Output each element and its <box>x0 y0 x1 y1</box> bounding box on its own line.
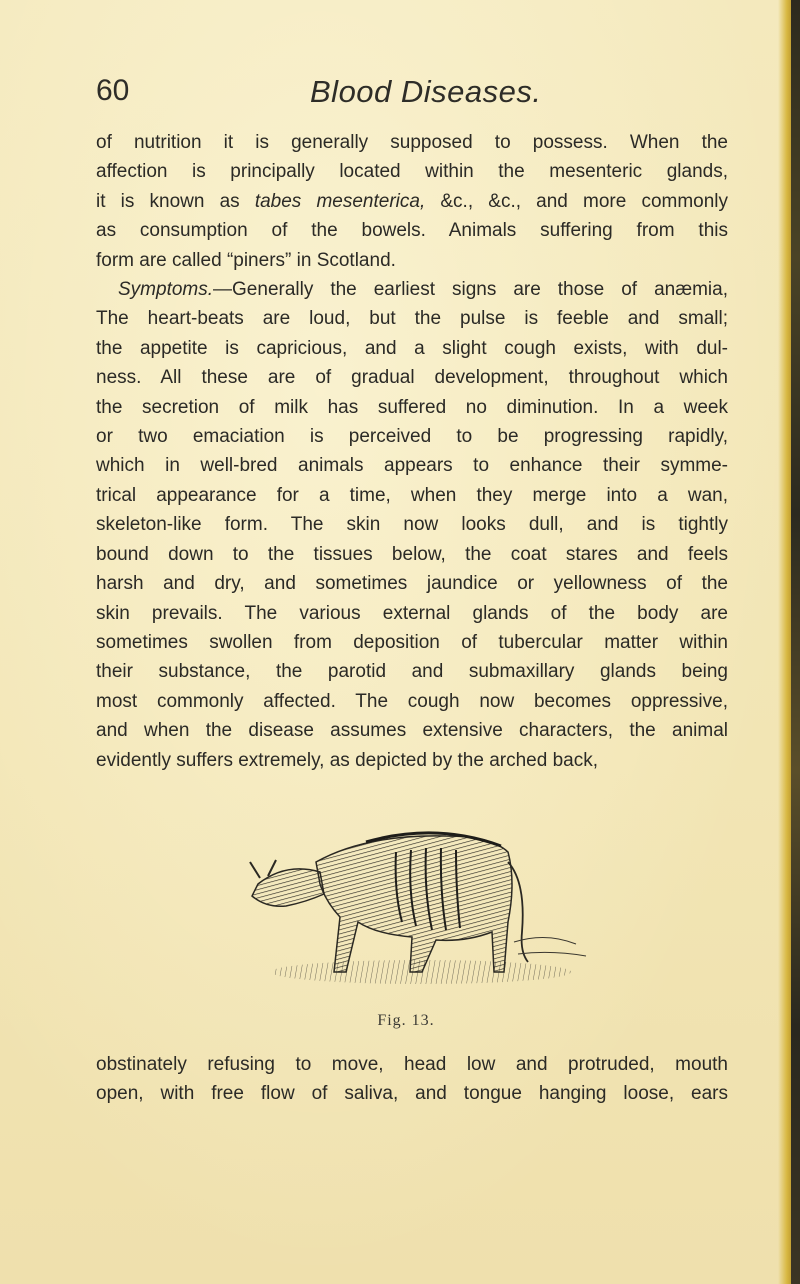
latin-term: tabes mesenterica, <box>254 190 426 212</box>
text-line-tabes <box>96 187 728 216</box>
body-text <box>96 128 728 775</box>
tabes-prefix: it is known as <box>96 190 255 212</box>
section-heading-symptoms: Symptoms. <box>118 279 214 301</box>
text-line: of nutrition it is generally supposed to possess. When the <box>96 132 728 153</box>
page-edge-shadow <box>791 0 800 1284</box>
text-line: sometimes swollen from deposition of tubercular matter within <box>96 631 728 653</box>
text-line: which in well-bred animals appears to enhance their symme- <box>96 455 728 477</box>
tabes-suffix: &c., &c., and more commonly <box>425 190 729 212</box>
page-title: Blood Diseases. <box>310 74 542 109</box>
cow-engraving-figure <box>246 822 596 1002</box>
text-line: the appetite is capricious, and a slight cough exists, with dul- <box>96 337 728 359</box>
text-line: obstinately refusing to move, head low and protruded, mouth <box>96 1054 728 1075</box>
text-line: ness. All these are of gradual development, throughout which <box>96 367 728 389</box>
text-line: open, with free flow of saliva, and tongue hanging loose, ears <box>96 1083 728 1105</box>
text-line: bound down to the tissues below, the coat stares and feels <box>96 543 728 565</box>
text-line: and when the disease assumes extensive characters, the animal <box>96 720 728 742</box>
text-line: skin prevails. The various external glands of the body are <box>96 602 728 624</box>
body-text-continued <box>96 1050 728 1109</box>
text-line: form are called “piners” in Scotland. <box>96 249 396 271</box>
text-line: most commonly affected. The cough now becomes oppressive, <box>96 690 728 712</box>
text-line: their substance, the parotid and submaxillary glands being <box>96 661 728 683</box>
text-line: The heart-beats are loud, but the pulse is feeble and small; <box>96 308 728 330</box>
text-line: trical appearance for a time, when they merge into a wan, <box>96 484 728 506</box>
figure-caption: Fig. 13. <box>377 1012 435 1029</box>
page-number: 60 <box>96 74 130 107</box>
symptoms-line <box>96 275 728 304</box>
symptoms-first-line: —Generally the earliest signs are those of anæmia, <box>213 279 728 301</box>
text-line: affection is principally located within the mesenteric glands, <box>96 161 728 183</box>
text-line: as consumption of the bowels. Animals suffering from this <box>96 220 728 242</box>
text-line: the secretion of milk has suffered no diminution. In a week <box>96 396 728 418</box>
text-line: skeleton-like form. The skin now looks dull, and is tightly <box>96 514 728 536</box>
running-head <box>96 74 656 114</box>
text-line: or two emaciation is perceived to be progressing rapidly, <box>96 426 728 448</box>
text-line: evidently suffers extremely, as depicted by the arched back, <box>96 749 599 771</box>
text-line: harsh and dry, and sometimes jaundice or yellowness of the <box>96 573 728 595</box>
